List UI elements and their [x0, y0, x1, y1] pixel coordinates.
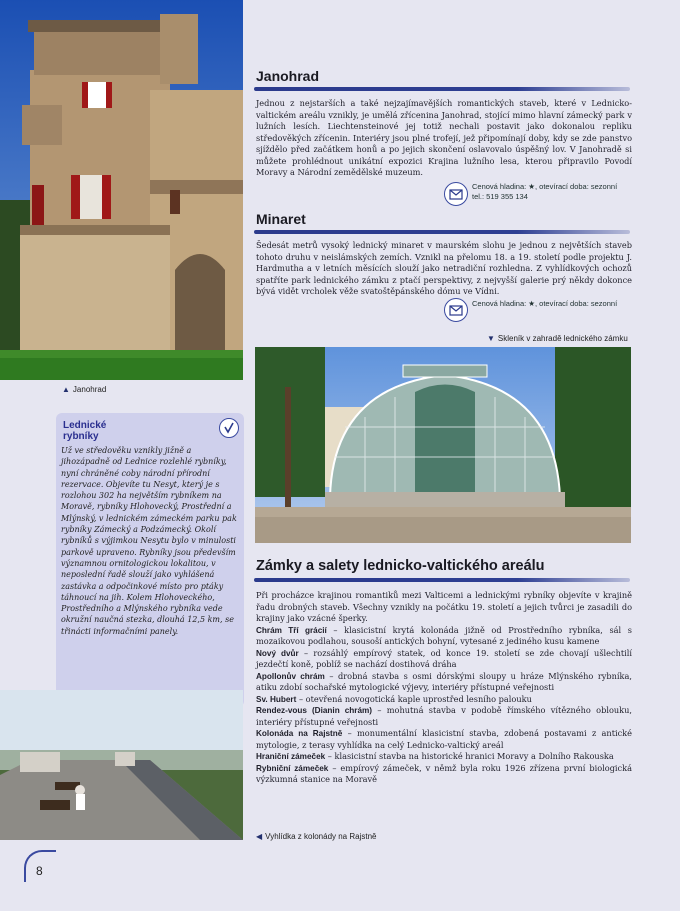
sidebar-title: Lednické rybníky — [63, 420, 107, 442]
list-item — [256, 763, 632, 786]
info-icon — [444, 182, 468, 206]
sidebar-box-ponds — [56, 413, 244, 707]
item-name: Hraniční zámeček — [256, 752, 326, 761]
list-item — [256, 694, 632, 706]
janohrad-caption — [62, 385, 106, 394]
minaret-body: Šedesát metrů vysoký lednický minaret v maurském slohu je jednou z největších staveb tohoto druhu v neislámských zemích. Vznikl na přelomu 18. a 19. století podle projektu J. Hardmutha a v letních měsících slouží jako netradiční rozhledna. Z vyhlídkových ochozů spatříte park lednického zámku z ptačí perspektivy, z nejvyšší galerie prý někdy dokonce bývá vidět vrcholek věže svatoštěpánského dómu ve Vídni. — [256, 240, 632, 296]
janohrad-price — [472, 182, 632, 202]
list-item — [256, 751, 632, 763]
item-text: – mohutná stavba v podobě římského vítězného oblouku, interiéry přístupné veřejnosti — [256, 705, 632, 727]
item-name: Apollonův chrám — [256, 671, 325, 681]
list-item — [256, 705, 632, 728]
caption-text: Skleník v zahradě lednického zámku — [497, 334, 628, 343]
zamky-heading: Zámky a salety lednicko-valtického areálu — [256, 558, 545, 574]
greenhouse-photo — [255, 347, 631, 543]
janohrad-photo — [0, 0, 243, 380]
item-name: Rybniční zámeček — [256, 763, 329, 773]
colonnade-caption — [256, 832, 376, 841]
triangle-up-icon: ▲ — [62, 385, 70, 394]
list-item — [256, 648, 632, 671]
price-line: Cenová hladina: ★, otevírací doba: sezonní — [472, 182, 618, 191]
item-text: – monumentální klasicistní stavba, zdobená postavami z antické mytologie, z terasy vyhlídka na celý Lednicko-valtický areál — [256, 728, 632, 750]
item-text: – rozsáhlý empírový statek, od konce 19. století se zde chovají ušlechtilí jezdečtí koně, poblíž se nachází dostihová dráha — [256, 647, 632, 669]
heading-underline — [254, 578, 630, 582]
sidebar-body: Už ve středověku vznikly jižně a jihozápadně od Lednice rozlehlé rybníky, nyní chráněné coby národní přírodní rezervace. Objevíte tu Nesyt, který je s rozlohou 302 ha největším rybníkem na Moravě, rybníky Hlohovecký, Prostřední a Mlýnský, v lednickém zámeckém parku pak rybníky Zámecký a Podzámecký. Okolí rybníků s výjimkou Nesytu bylo v minulosti parkově upraveno. Rybníky jsou především významnou ornitologickou lokalitou, v neposlední řadě slouží jako vyhlášená zastávka a odpočinkové místo pro ptáky táhnoucí na jih. Kolem Hlohoveckého, Prostředního a Mlýnského rybníka vede okružní naučná stezka, dlouhá 12,5 km, se třinácti informačními panely. — [61, 446, 237, 636]
zamky-body — [256, 590, 632, 786]
item-text: – empírový zámeček, v němž byla roku 1926 zřízena první biologická výzkumná stanice na Moravě — [256, 762, 632, 784]
caption-text: Janohrad — [72, 385, 107, 394]
page-number: 8 — [36, 864, 43, 878]
janohrad-body: Jednou z nejstarších a také nejzajímavějších romantických staveb, které v Lednicko-valtickém areálu vznikly, je umělá zřícenina Janohrad, stojící mimo hlavní zámecký park v lužních lesích. Liechtensteinové jej totiž nechali postavit jako dokonalou repliku středověkých zřícenin. Interiéry jsou plné trofejí, jež připomínají doby, kdy se zde panstvo sjíždělo před začátkem honů a po jejich skončení oslavovalo úspěšný lov. V Janohradě si můžete prohlédnout unikátní expozici Krajina lužního lesa, kterou připravilo Povodí Moravy a Národní zemědělské muzeum. — [256, 98, 632, 177]
item-name: Nový dvůr — [256, 648, 299, 658]
item-text: – drobná stavba s osmi dórskými sloupy u hráze Mlýnského rybníka, atiku zdobí sochařské mytologické výjevy, interiéry přístupné veřejnosti — [256, 670, 632, 692]
list-item — [256, 728, 632, 751]
item-name: Rendez-vous (Dianin chrám) — [256, 706, 373, 715]
heading-underline — [254, 230, 630, 234]
minaret-heading: Minaret — [256, 211, 306, 227]
heading-underline — [254, 87, 630, 91]
caption-text: Vyhlídka z kolonády na Rajstně — [265, 832, 377, 841]
phone-line: tel.: 519 355 134 — [472, 192, 528, 201]
list-item — [256, 625, 632, 648]
greenhouse-caption — [487, 334, 628, 343]
triangle-down-icon: ▼ — [487, 334, 495, 343]
item-text: – otevřená novogotická kaple uprostřed lesního palouku — [296, 693, 532, 704]
item-text: – klasicistní stavba na historické hranici Moravy a Dolního Rakouska — [325, 751, 614, 761]
minaret-price: Cenová hladina: ★, otevírací doba: sezonní — [472, 299, 618, 308]
janohrad-heading: Janohrad — [256, 68, 320, 84]
info-icon — [444, 298, 468, 322]
zamky-intro: Při procházce krajinou romantiků mezi Valticemi a lednickými rybníky objevíte v krajině řadu drobných staveb. Všechny vznikly na počátku 19. století a jejich tvůrci je zasadili do krajiny jako vzácné šperky. — [256, 590, 632, 623]
item-text: – klasicistní krytá kolonáda jižně od Prostředního rybníka, sál s mozaikovou podlahou, sousoší antických bohyní, vytesané z jediného kusu kamene — [256, 624, 632, 646]
check-icon — [219, 418, 239, 438]
triangle-left-icon: ◀ — [256, 832, 263, 841]
colonnade-photo — [0, 690, 243, 840]
item-name: Chrám Tří grácií — [256, 625, 327, 635]
item-name: Sv. Hubert — [256, 694, 297, 704]
list-item — [256, 671, 632, 694]
item-name: Kolonáda na Rajstně — [256, 729, 343, 738]
